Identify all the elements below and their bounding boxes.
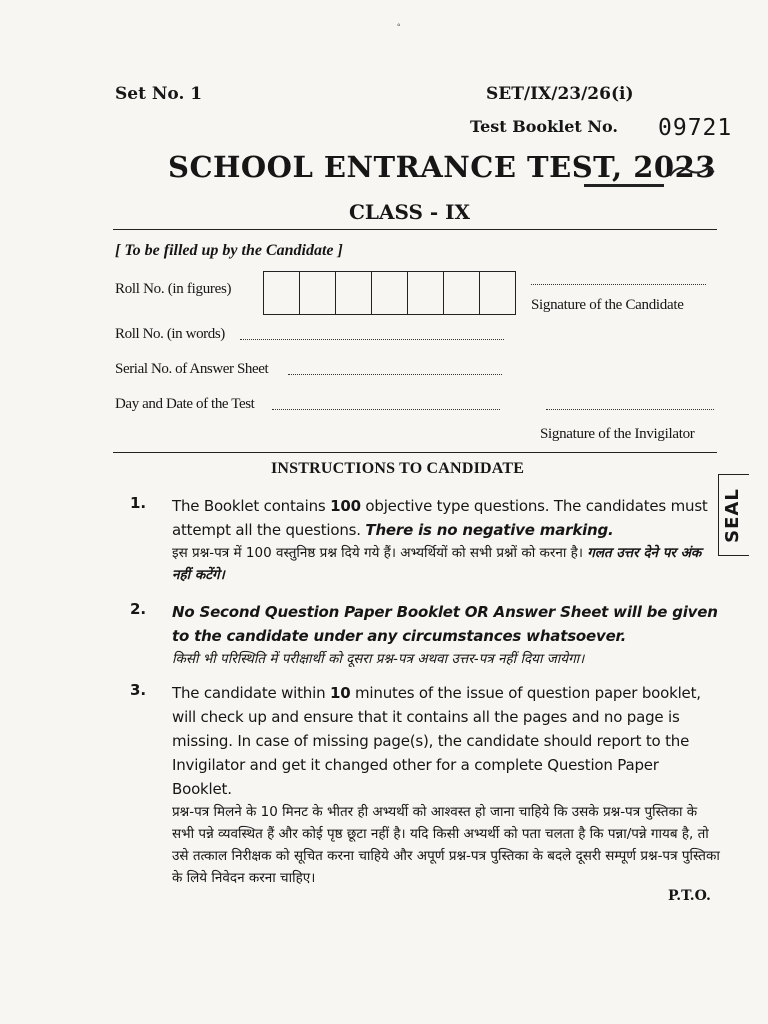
instruction-emphasis: There is no negative marking. (365, 521, 614, 539)
pen-scribble-mark (668, 160, 718, 182)
page-title: SCHOOL ENTRANCE TEST, 2023 (168, 150, 716, 184)
set-number: Set No. 1 (115, 84, 203, 104)
roll-digit-box[interactable] (372, 272, 408, 314)
corner-tick-mark: ◦ (397, 20, 401, 31)
instruction-item-1 (130, 494, 720, 586)
instruction-text: minutes of the issue of question paper booklet, will check up and ensure that it contains all the pages and no page is missing. In case of missing page(s), the candidate should report to the Invigilator and get it changed other for a complete Question Paper Booklet. (172, 684, 701, 798)
divider-middle (113, 452, 717, 453)
instructions-title: INSTRUCTIONS TO CANDIDATE (271, 460, 525, 477)
instruction-number: 2. (130, 600, 147, 618)
instruction-item-3 (130, 681, 720, 889)
instruction-text: The Booklet contains (172, 497, 331, 515)
instruction-english: No Second Question Paper Booklet OR Answer Sheet will be given to the candidate under any circumstances whatsoever. (172, 603, 718, 645)
instruction-hindi-emphasis: गलत उत्तर देने पर अंक नहीं कटेंगे। (172, 545, 702, 583)
instruction-text: The candidate within (172, 684, 330, 702)
instruction-english (172, 494, 720, 542)
instruction-hindi: किसी भी परिस्थिति में परीक्षार्थी को दूसरा प्रश्न-पत्र अथवा उत्तर-पत्र नहीं दिया जायेगा। (172, 651, 585, 667)
candidate-signature-line[interactable] (531, 284, 706, 285)
invigilator-signature-label: Signature of the Invigilator (540, 426, 695, 442)
serial-label: Serial No. of Answer Sheet (115, 361, 269, 377)
candidate-signature-label: Signature of the Candidate (531, 297, 684, 313)
roll-digit-box[interactable] (408, 272, 444, 314)
roll-words-label: Roll No. (in words) (115, 326, 225, 342)
roll-digit-box[interactable] (336, 272, 372, 314)
instruction-item-2 (130, 600, 720, 670)
roll-number-boxes[interactable] (263, 271, 516, 315)
booklet-number: 09721 (658, 115, 733, 141)
page-turn-note: P.T.O. (668, 888, 711, 904)
roll-digit-box[interactable] (480, 272, 515, 314)
seal-label: SEAL (721, 488, 743, 543)
seal-tab (718, 474, 749, 556)
handwritten-underline (584, 184, 664, 187)
roll-digit-box[interactable] (264, 272, 300, 314)
paper-code: SET/IX/23/26(i) (486, 84, 634, 104)
booklet-number-label: Test Booklet No. (470, 117, 618, 136)
instruction-count: 100 (330, 497, 361, 515)
invigilator-signature-line[interactable] (546, 409, 714, 410)
day-date-field[interactable] (272, 409, 500, 410)
instruction-number: 3. (130, 681, 147, 699)
roll-digit-box[interactable] (300, 272, 336, 314)
roll-digit-box[interactable] (444, 272, 480, 314)
divider-top (113, 229, 717, 230)
class-heading: CLASS - IX (349, 200, 471, 224)
roll-words-field[interactable] (240, 339, 504, 340)
instruction-text: objective type questions. The candidates must attempt all the questions. (172, 497, 708, 539)
instruction-english (172, 681, 720, 801)
instruction-minutes: 10 (329, 684, 351, 702)
candidate-fill-note-text: [ To be filled up by the Candidate ] (115, 242, 343, 259)
instruction-hindi (172, 542, 720, 586)
instruction-hindi-text: इस प्रश्न-पत्र में 100 वस्तुनिष्ठ प्रश्न दिये गये हैं। अभ्यर्थियों को सभी प्रश्नों को करना है। (172, 545, 588, 561)
day-date-label: Day and Date of the Test (115, 396, 255, 412)
instruction-number: 1. (130, 494, 147, 512)
candidate-fill-note (115, 242, 343, 260)
serial-field[interactable] (288, 374, 502, 375)
instruction-hindi: प्रश्न-पत्र मिलने के 10 मिनट के भीतर ही अभ्यर्थी को आश्वस्त हो जाना चाहिये कि उसके प्रश्न-पत्र पुस्तिका के सभी पन्ने व्यवस्थित हैं और कोई पृष्ठ छूटा नहीं है। यदि किसी अभ्यर्थी को पता चलता है कि पन्ना/पन्ने गायब है, तो उसे तत्काल निरीक्षक को सूचित करना चाहिये और अपूर्ण प्रश्न-पत्र पुस्तिका के बदले दूसरी सम्पूर्ण प्रश्न-पत्र पुस्तिका के लिये निवेदन करना चाहिए। (172, 804, 720, 886)
roll-figures-label: Roll No. (in figures) (115, 281, 232, 297)
